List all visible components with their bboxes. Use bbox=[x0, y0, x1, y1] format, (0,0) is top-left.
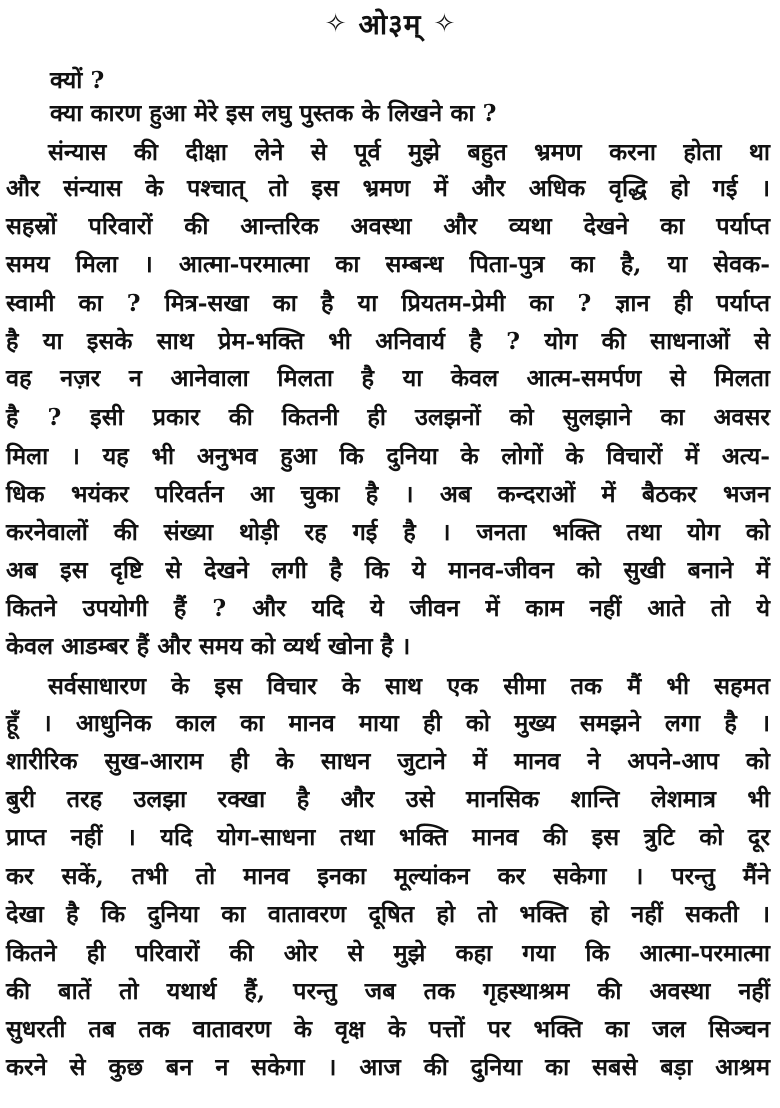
text-line: देखा है कि दुनिया का वातावरण दूषित हो तो भक्ति हो नहीं सकती । bbox=[6, 900, 770, 928]
text-line: बुरी तरह उलझा रक्खा है और उसे मानसिक शान्ति लेशमात्र भी bbox=[6, 785, 770, 813]
text-line: अब इस दृष्टि से देखने लगी है कि ये मानव-जीवन को सुखी बनाने में bbox=[6, 556, 770, 584]
left-diamond-ornament-icon: ✧ bbox=[324, 9, 347, 39]
text-line: कितने उपयोगी हैं ? और यदि ये जीवन में काम नहीं आते तो ये bbox=[6, 594, 770, 622]
text-line: सुधरती तब तक वातावरण के वृक्ष के पत्तों पर भक्ति का जल सिञ्चन bbox=[6, 1015, 770, 1043]
text-line: हूँ । आधुनिक काल का मानव माया ही को मुख्य समझने लगा है । bbox=[6, 709, 770, 737]
text-line: कर सकें, तभी तो मानव इनका मूल्यांकन कर सकेगा । परन्तु मैंने bbox=[6, 862, 770, 890]
text-line: समय मिला । आत्मा-परमात्मा का सम्बन्ध पिता-पुत्र का है, या सेवक- bbox=[6, 250, 770, 278]
text-line: वह नज़र न आनेवाला मिलता है या केवल आत्म-समर्पण से मिलता bbox=[6, 364, 770, 392]
text-line: सर्वसाधारण के इस विचार के साथ एक सीमा तक मैं भी सहमत bbox=[48, 672, 770, 700]
text-line: क्या कारण हुआ मेरे इस लघु पुस्तक के लिखने का ? bbox=[50, 99, 497, 127]
text-line: कितने ही परिवारों की ओर से मुझे कहा गया कि आत्मा-परमात्मा bbox=[6, 939, 770, 967]
right-diamond-ornament-icon: ✧ bbox=[433, 9, 456, 39]
text-line: प्राप्त नहीं । यदि योग-साधना तथा भक्ति मानव की इस त्रुटि को दूर bbox=[6, 823, 770, 851]
text-line: सहस्रों परिवारों की आन्तरिक अवस्था और व्यथा देखने का पर्याप्त bbox=[6, 212, 770, 240]
text-line: क्यों ? bbox=[50, 66, 105, 94]
text-line: और संन्यास के पश्चात् तो इस भ्रमण में और अधिक वृद्धि हो गई । bbox=[6, 174, 770, 202]
text-line: शारीरिक सुख-आराम ही के साधन जुटाने में मानव ने अपने-आप को bbox=[6, 747, 770, 775]
text-line: मिला । यह भी अनुभव हुआ कि दुनिया के लोगों के विचारों में अत्य- bbox=[6, 442, 770, 470]
text-line: है या इसके साथ प्रेम-भक्ति भी अनिवार्य है ? योग की साधनाओं से bbox=[6, 327, 770, 355]
text-line: केवल आडम्बर हैं और समय को व्यर्थ खोना है । bbox=[6, 632, 411, 660]
text-line: स्वामी का ? मित्र-सखा का है या प्रियतम-प्रेमी का ? ज्ञान ही पर्याप्त bbox=[6, 289, 770, 317]
text-line: की बातें तो यथार्थ हैं, परन्तु जब तक गृहस्थाश्रम की अवस्था नहीं bbox=[6, 977, 770, 1005]
text-line: संन्यास की दीक्षा लेने से पूर्व मुझे बहुत भ्रमण करना होता था bbox=[48, 138, 770, 166]
text-line: करनेवालों की संख्या थोड़ी रह गई है । जनता भक्ति तथा योग को bbox=[6, 518, 770, 546]
text-line: है ? इसी प्रकार की कितनी ही उलझनों को सुलझाने का अवसर bbox=[6, 403, 770, 431]
page-header bbox=[0, 4, 780, 44]
page-title: ओ३म् bbox=[358, 8, 422, 41]
text-line: करने से कुछ बन न सकेगा । आज की दुनिया का सबसे बड़ा आश्रम bbox=[6, 1053, 770, 1081]
text-line: धिक भयंकर परिवर्तन आ चुका है । अब कन्दराओं में बैठकर भजन bbox=[6, 480, 770, 508]
